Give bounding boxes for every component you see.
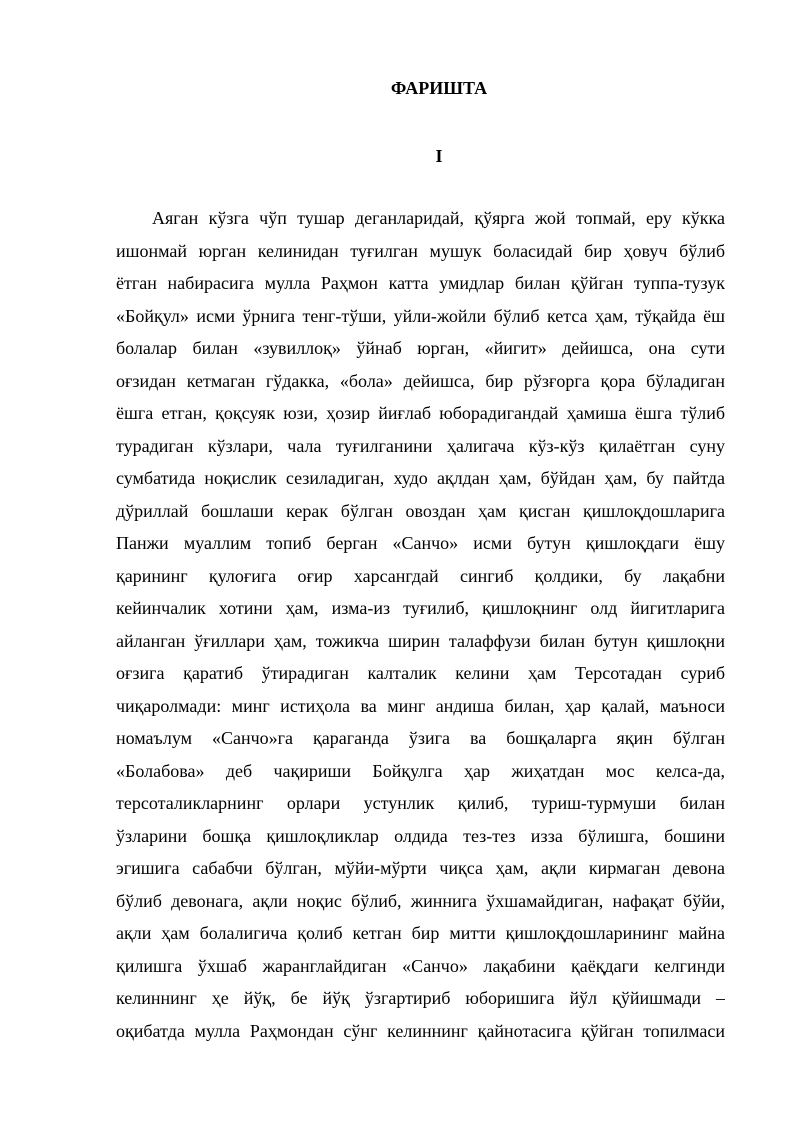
document-title: ФАРИШТА [390, 78, 488, 98]
paragraph-line: айланган ўғиллари ҳам, тожикча ширин талаффузи билан бутун қишлоқни [116, 630, 725, 651]
chapter-heading: I [435, 146, 443, 166]
paragraph-line: кейинчалик хотини ҳам, изма-из туғилиб, қишлоқнинг олд йигитларига [116, 598, 725, 618]
paragraph-line: келиннинг ҳе йўқ, бе йўқ ўзгартириб юборишига йўл қўйишмади – [116, 988, 725, 1008]
paragraph-line: «Болабова» деб чақириши Бойқулга ҳар жиҳатдан мос келса-да, [116, 760, 725, 781]
paragraph-line: Панжи муаллим топиб берган «Санчо» исми бутун қишлоқдаги ёшу [116, 533, 725, 553]
paragraph-line: эгишига сабабчи бўлган, мўйи-мўрти чиқса ҳам, ақли кирмаган девона [116, 858, 725, 878]
paragraph-line: ишонмай юрган келинидан туғилган мушук боласидай бир ҳовуч бўлиб [116, 240, 725, 261]
paragraph-line: оқибатда мулла Раҳмондан сўнг келиннинг қайнотасига қўйган топилмаси [116, 1020, 725, 1041]
paragraph-line: ақли ҳам болалигича қолиб кетган бир митти қишлоқдошларининг майна [116, 923, 725, 943]
paragraph-line: турадиган кўзлари, чала туғилганини ҳалигача кўз-кўз қилаётган суну [116, 435, 725, 456]
paragraph-line: болалар билан «зувиллоқ» ўйнаб юрган, «йигит» дейишса, она сути [116, 338, 725, 358]
paragraph-line: қилишга ўхшаб жаранглайдиган «Санчо» лақабини қаёқдаги келгинди [116, 955, 725, 976]
paragraph-line: дўриллай бошлаши керак бўлган овоздан ҳам қисган қишлоқдошларига [116, 500, 725, 521]
paragraph-line: бўлиб девонага, ақли ноқис бўлиб, жиннига ўхшамайдиган, нафақат бўйи, [116, 890, 725, 911]
paragraph-line: ўзларини бошқа қишлоқликлар олдида тез-тез изза бўлишга, бошини [116, 825, 725, 846]
paragraph-line: «Бойқул» исми ўрнига тенг-тўши, уйли-жойли бўлиб кетса ҳам, тўқайда ёш [116, 305, 725, 326]
paragraph-line: қарининг қулоғига оғир харсангдай сингиб қолдики, бу лақабни [116, 565, 725, 586]
paragraph-line: чиқаролмади: минг истиҳола ва минг андиша билан, ҳар қалай, маъноси [116, 695, 725, 716]
paragraph-line: ётган набирасига мулла Раҳмон катта умидлар билан қўйган туппа-тузук [116, 273, 725, 293]
paragraph-line: номаълум «Санчо»га қараганда ўзига ва бошқаларга яқин бўлган [116, 728, 725, 748]
body-paragraph [116, 202, 725, 1047]
paragraph-line: терсоталикларнинг орлари устунлик қилиб, туриш-турмуши билан [116, 793, 725, 813]
paragraph-line: ёшга етган, қоқсуяк юзи, ҳозир йиғлаб юборадигандай ҳамиша ёшга тўлиб [116, 403, 725, 423]
paragraph-line: Аяган кўзга чўп тушар деганларидай, қўярга жой топмай, еру кўкка [152, 208, 725, 228]
paragraph-line: сумбатида ноқислик сезиладиган, худо ақлдан ҳам, бўйдан ҳам, бу пайтда [116, 468, 725, 488]
paragraph-line: оғзидан кетмаган гўдакка, «бола» дейишса, бир рўзғорга қора бўладиган [116, 370, 725, 391]
paragraph-line: оғзига қаратиб ўтирадиган калталик келини ҳам Терсотадан суриб [116, 663, 725, 683]
